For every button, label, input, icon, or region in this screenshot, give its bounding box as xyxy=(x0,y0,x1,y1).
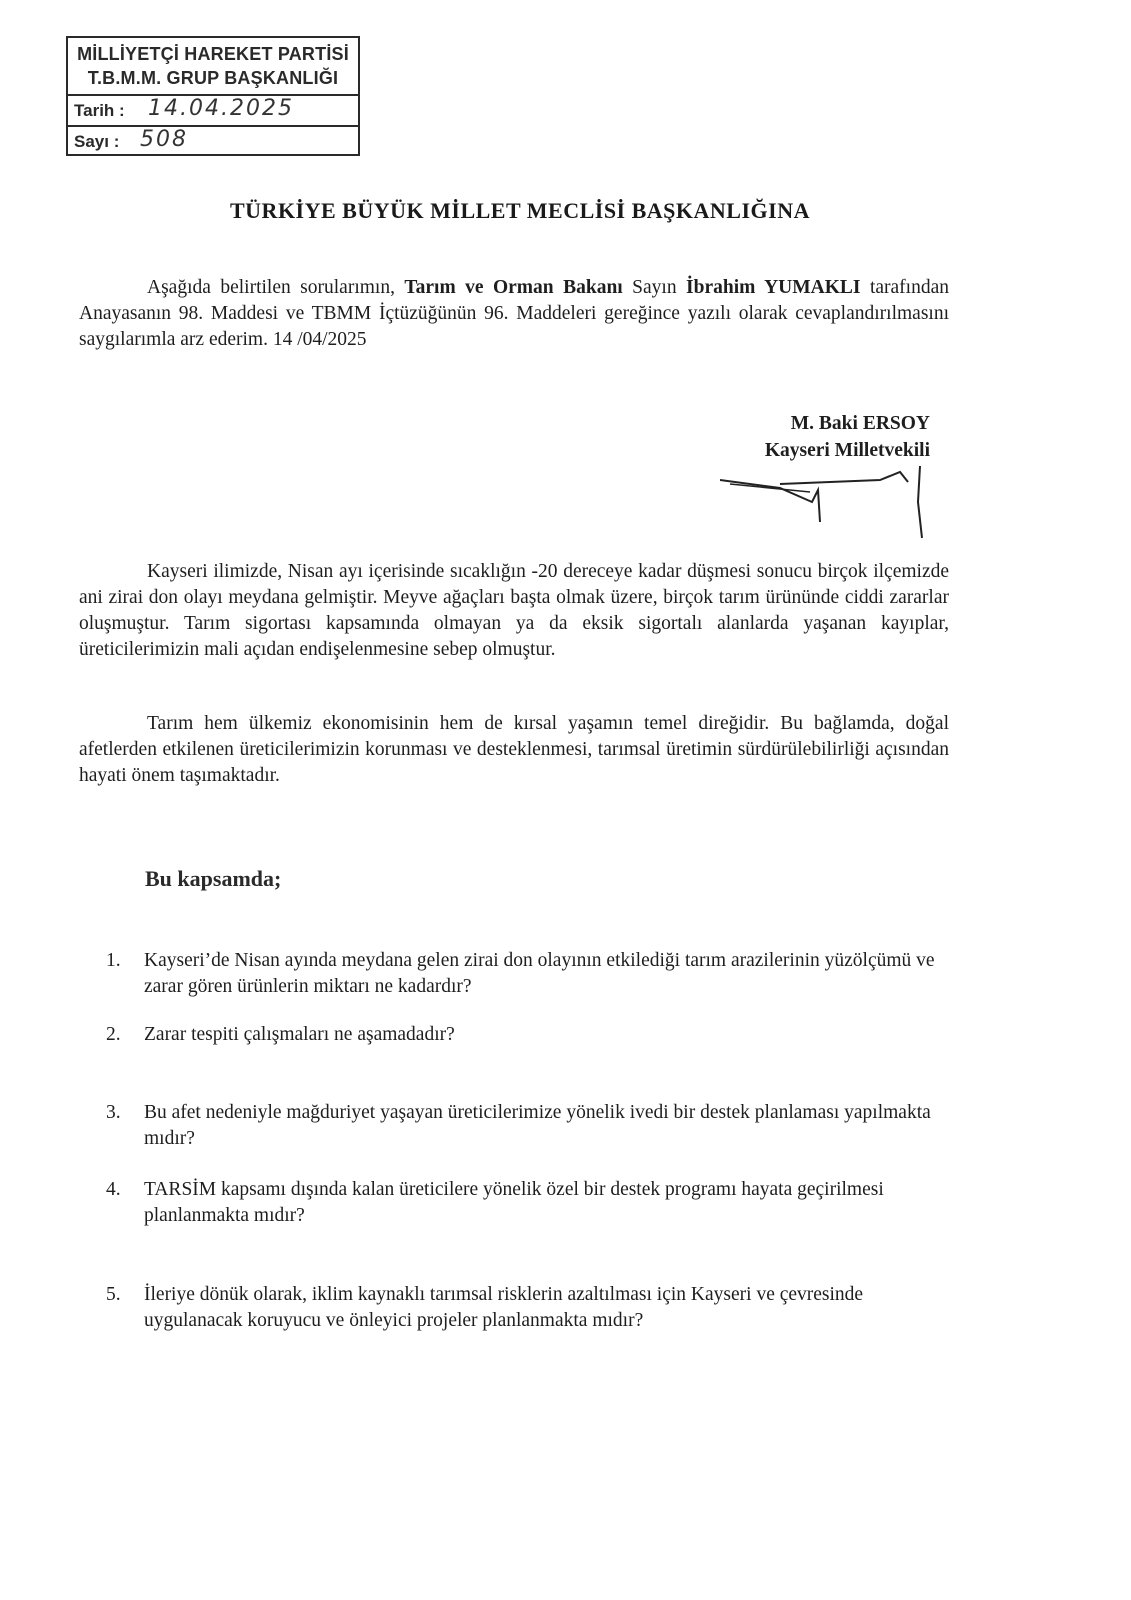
stamp-party-name: MİLLİYETÇİ HAREKET PARTİSİ xyxy=(77,44,349,64)
question-number: 2. xyxy=(106,1024,121,1045)
body-paragraph-2 xyxy=(79,711,949,789)
question-item xyxy=(106,1022,946,1048)
signer-block xyxy=(700,410,930,464)
stamp-date-label: Tarih : xyxy=(74,101,125,120)
body-paragraph-1 xyxy=(79,559,949,663)
question-text: İleriye dönük olarak, iklim kaynaklı tarımsal risklerin azaltılması için Kayseri ve çevresinde uygulanacak koruyucu ve önleyici projeler planlanmakta mıdır? xyxy=(144,1284,864,1331)
question-number: 4. xyxy=(106,1179,121,1200)
document-title: TÜRKİYE BÜYÜK MİLLET MECLİSİ BAŞKANLIĞINA xyxy=(230,198,810,223)
intro-minister: Tarım ve Orman Bakanı xyxy=(404,277,623,298)
question-number: 1. xyxy=(106,950,121,971)
signer-name: M. Baki ERSOY xyxy=(790,413,930,434)
question-item xyxy=(106,1282,946,1334)
signer-title: Kayseri Milletvekili xyxy=(764,440,930,461)
question-item xyxy=(106,1177,946,1229)
stamp-number-row xyxy=(68,125,358,156)
stamp-number-label: Sayı : xyxy=(74,132,120,151)
question-item xyxy=(106,948,946,1000)
question-text: TARSİM kapsamı dışında kalan üreticilere yönelik özel bir destek programı hayata geçirilmesi planlanmakta mıdır? xyxy=(144,1179,884,1226)
stamp-date-value: 14.04.2025 xyxy=(148,96,294,121)
intro-mid: Sayın xyxy=(622,277,687,298)
stamp-header xyxy=(68,38,358,96)
question-number: 3. xyxy=(106,1102,121,1123)
handwritten-signature xyxy=(720,462,950,542)
question-text: Kayseri’de Nisan ayında meydana gelen zirai don olayının etkilediği tarım arazilerinin yüzölçümü ve zarar gören ürünlerin miktarı ne kadardır? xyxy=(144,950,935,997)
registry-stamp xyxy=(66,36,360,156)
intro-name: İbrahim YUMAKLI xyxy=(686,277,861,298)
question-text: Bu afet nedeniyle mağduriyet yaşayan üreticilerimize yönelik ivedi bir destek planlaması yapılmakta mıdır? xyxy=(144,1102,931,1149)
stamp-date-row xyxy=(68,96,358,125)
intro-paragraph xyxy=(79,275,949,353)
section-title: Bu kapsamda; xyxy=(145,866,282,891)
intro-before: Aşağıda belirtilen sorularımın, xyxy=(147,277,405,298)
intro-after: tarafından Anayasanın 98. Maddesi ve TBMM İçtüzüğünün 96. Maddeleri gereğince yazılı olarak cevaplandırılmasını saygılarımla arz ederim. 14 /04/2025 xyxy=(79,277,949,350)
stamp-group-name: T.B.M.M. GRUP BAŞKANLIĞI xyxy=(87,68,339,88)
question-number: 5. xyxy=(106,1284,121,1305)
paragraph-text: Tarım hem ülkemiz ekonomisinin hem de kırsal yaşamın temel direğidir. Bu bağlamda, doğal afetlerden etkilenen üreticilerimizin korunması ve desteklenmesi, tarımsal üretimin sürdürülebilirliği açısından hayati önem taşımaktadır. xyxy=(79,713,949,786)
stamp-number-value: 508 xyxy=(140,127,188,152)
question-item xyxy=(106,1100,946,1152)
question-text: Zarar tespiti çalışmaları ne aşamadadır? xyxy=(144,1024,455,1045)
paragraph-text: Kayseri ilimizde, Nisan ayı içerisinde sıcaklığın -20 dereceye kadar düşmesi sonucu birçok ilçemizde ani zirai don olayı meydana gelmiştir. Meyve ağaçları başta olmak üzere, birçok tarım ürününde ciddi zararlar oluşmuştur. Tarım sigortası kapsamında olmayan ya da eksik sigortalı alanlarda yaşanan kayıplar, üreticilerimizin mali açıdan endişelenmesine sebep olmuştur. xyxy=(79,561,949,660)
